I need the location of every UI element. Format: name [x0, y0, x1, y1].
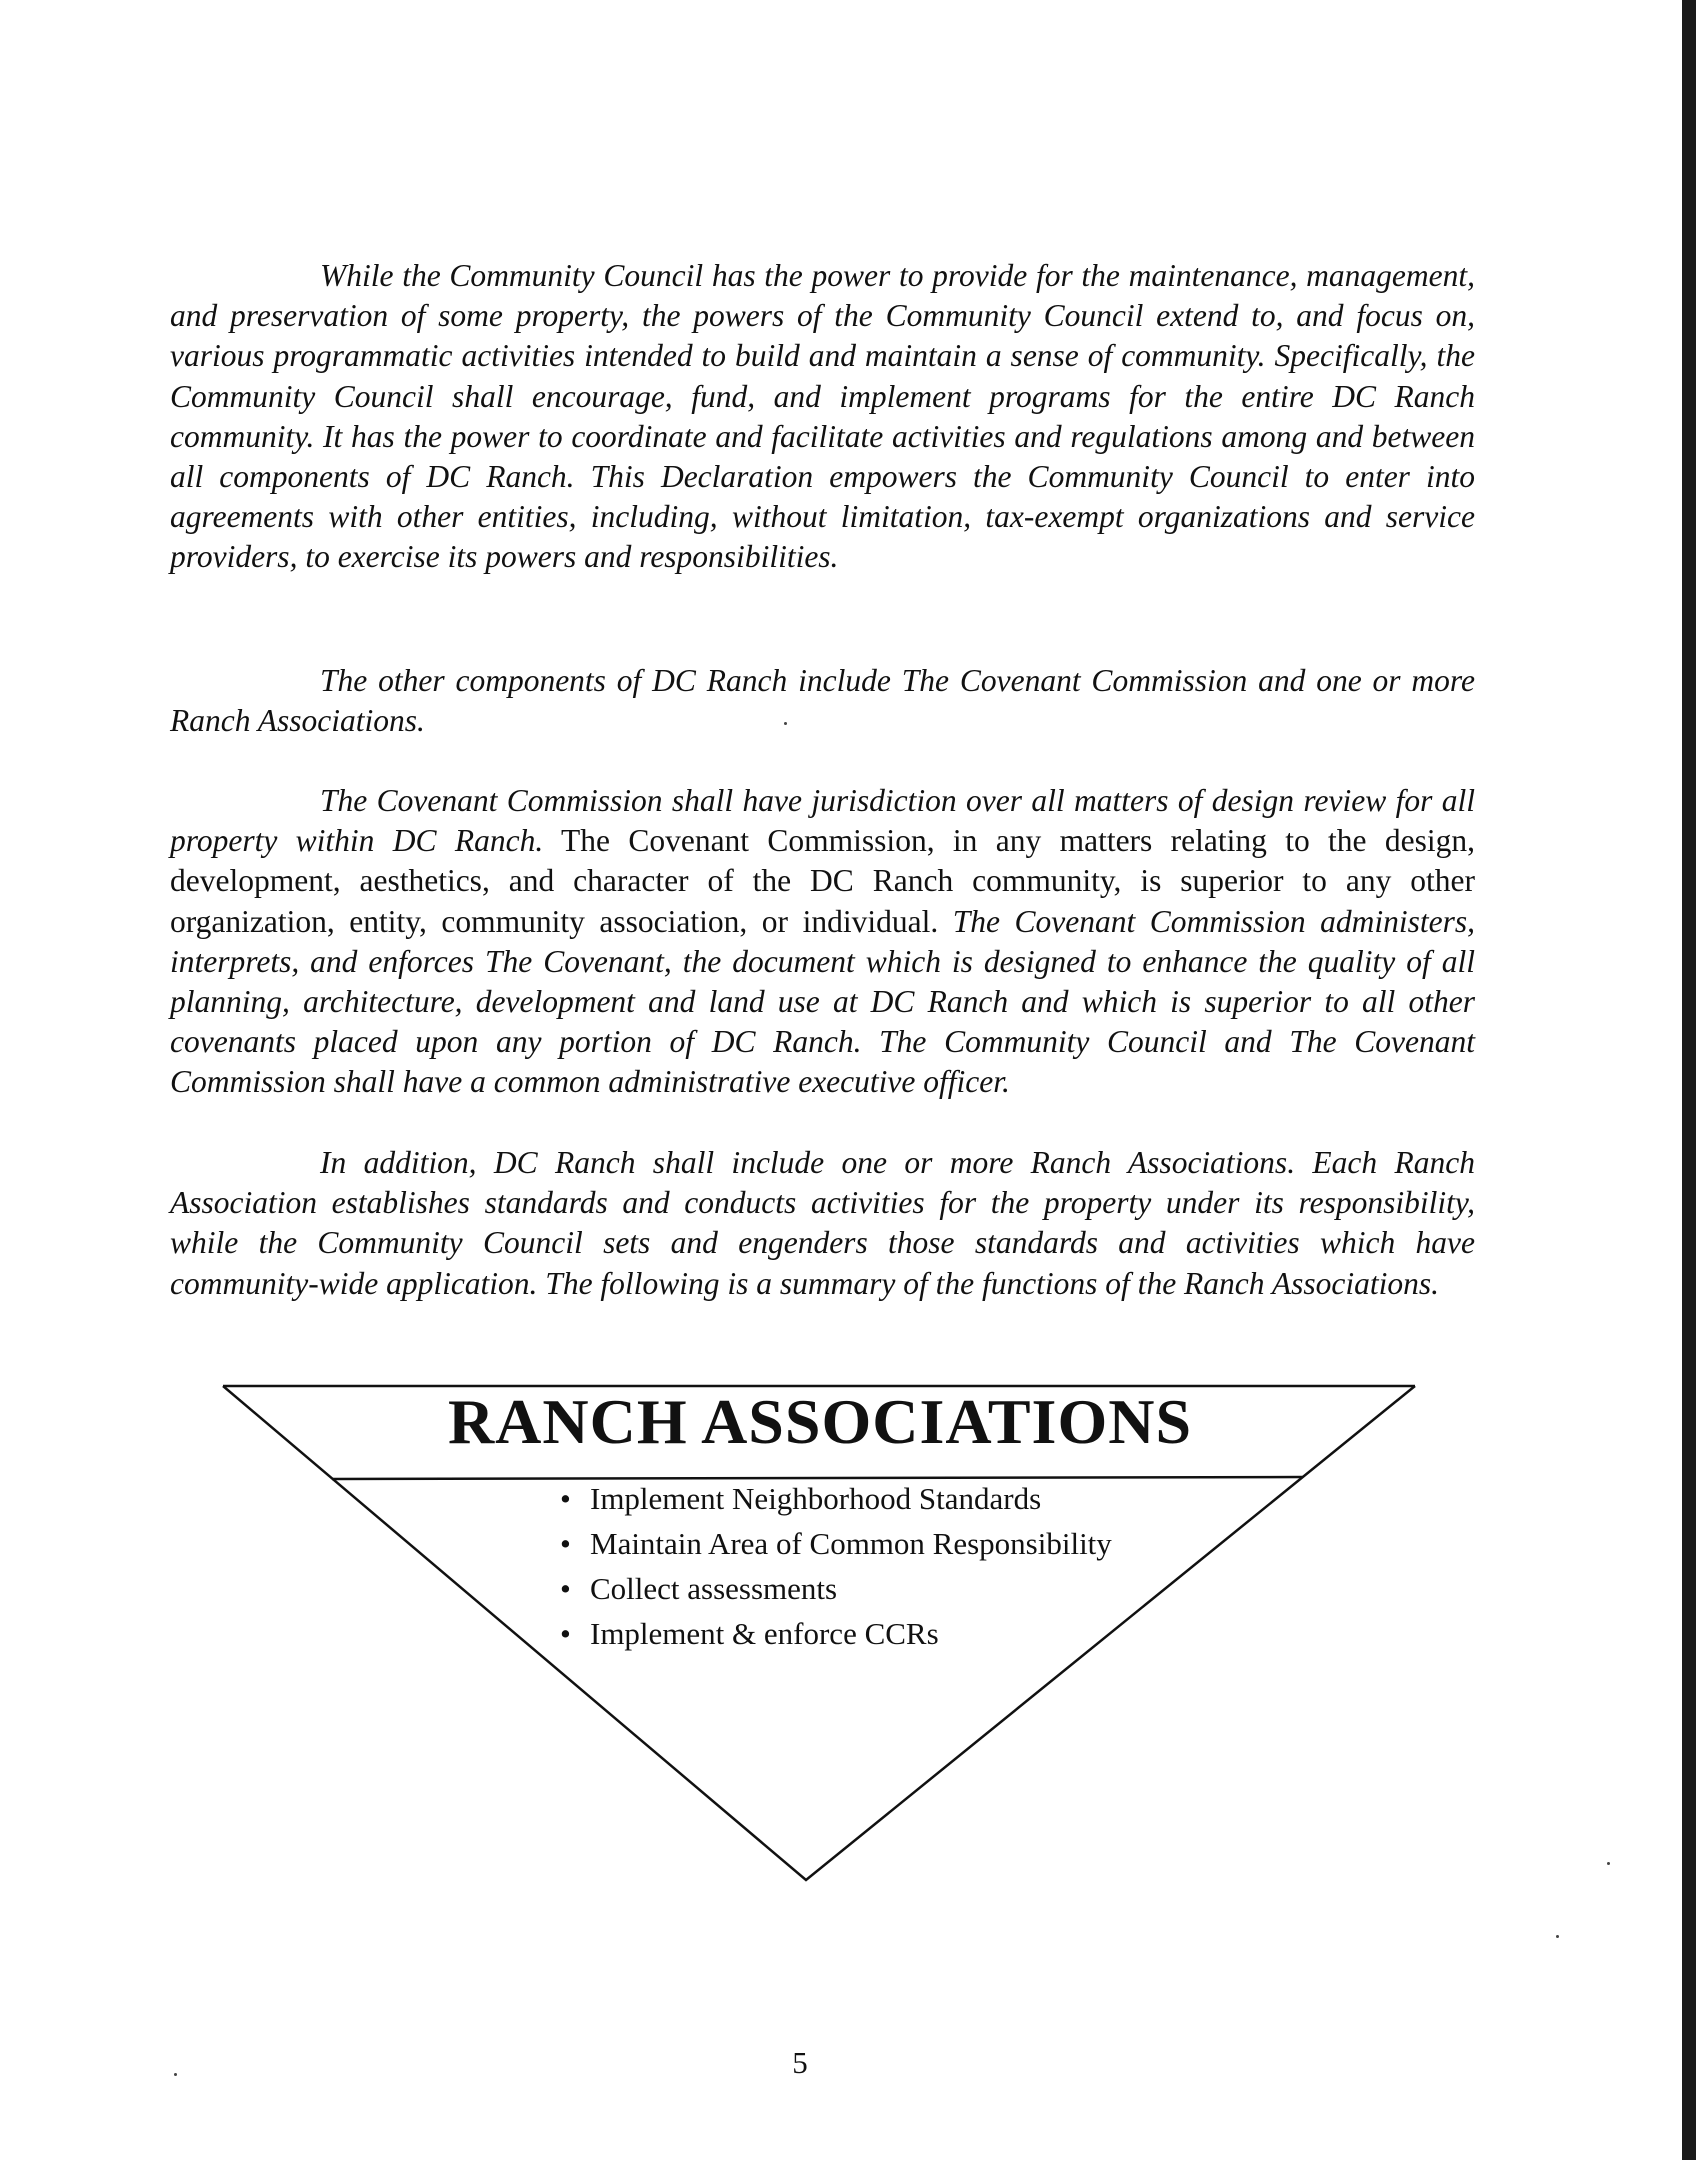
functions-list — [560, 1476, 1112, 1656]
bullet-icon: • — [560, 1481, 571, 1516]
paragraph-covenant-commission — [170, 781, 1475, 1103]
bullet-icon: • — [560, 1616, 571, 1651]
scan-speck — [174, 2073, 177, 2076]
covenant-administration-text: The Covenant Commission administers, interprets, and enforces The Covenant, the document which is designed to enhance the quality of all planning, architecture, development and land use at DC Ranch and which is superior to all other covenants placed upon any portion of DC Ranch. The Community Council and The Covenant Commission shall have a common administrative executive officer. — [170, 903, 1475, 1100]
ranch-associations-diagram — [220, 1380, 1420, 1900]
paragraph-other-components: The other components of DC Ranch include The Covenant Commission and one or more Ranch Associations. — [170, 663, 1475, 739]
bullet-icon: • — [560, 1526, 571, 1561]
covenant-superiority-text: The Covenant Commission, in any matters relating to the design, development, aesthetics, and character of the DC Ranch community, is superior to any other organization, entity, community association, or individual. — [170, 823, 1476, 939]
diagram-title: RANCH ASSOCIATIONS — [447, 1386, 1193, 1457]
scan-speck — [784, 722, 787, 725]
bullet-icon: • — [560, 1571, 571, 1606]
scan-speck — [1556, 1935, 1559, 1938]
page-number: 5 — [792, 2045, 808, 2080]
list-item: • Implement Neighborhood Standards — [560, 1476, 1112, 1521]
list-item: • Collect assessments — [560, 1566, 1112, 1611]
list-item: • Implement & enforce CCRs — [560, 1611, 1112, 1656]
paragraph-ranch-associations: In addition, DC Ranch shall include one or more Ranch Associations. Each Ranch Association establishes standards and conducts activities for the property under its responsibility, while the Community Council sets and engenders those standards and activities which have community-wide application. The following is a summary of the functions of the Ranch Associations. — [170, 1145, 1475, 1301]
list-item: • Maintain Area of Common Responsibility — [560, 1521, 1112, 1566]
scan-edge-bar — [1682, 0, 1696, 2160]
covenant-jurisdiction-text: The Covenant Commission shall have jurisdiction over all matters of design review for all property within DC Ranch. — [170, 783, 1475, 859]
paragraph-community-council: While the Community Council has the power to provide for the maintenance, management, and preservation of some property, the powers of the Community Council extend to, and focus on, various programmatic activities intended to build and maintain a sense of community. Specifically, the Community Council shall encourage, fund, and implement programs for the entire DC Ranch community. It has the power to coordinate and facilitate activities and regulations among and between all components of DC Ranch. This Declaration empowers the Community Council to enter into agreements with other entities, including, without limitation, tax-exempt organizations and service providers, to exercise its powers and responsibilities. — [170, 258, 1475, 575]
scan-speck — [1607, 1862, 1610, 1865]
